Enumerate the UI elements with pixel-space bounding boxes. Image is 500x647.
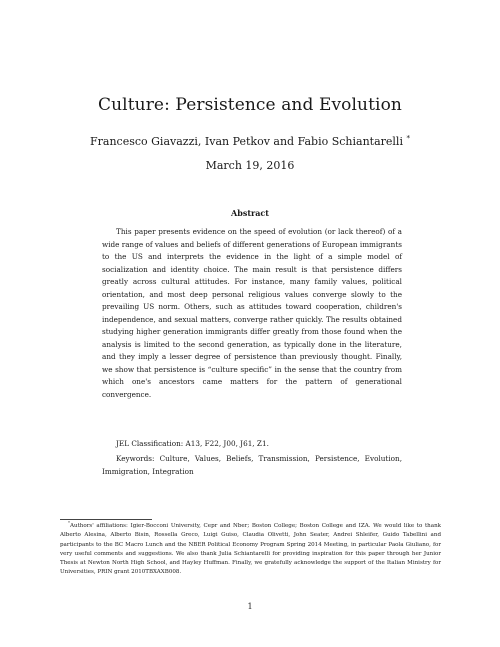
author-list	[0, 134, 500, 149]
jel-classification: JEL Classification: A13, F22, J00, J61, Z1.	[116, 439, 269, 448]
abstract-heading: Abstract	[231, 208, 269, 218]
page-number: 1	[247, 602, 253, 611]
paper-date: March 19, 2016	[205, 159, 295, 172]
author-names: Francesco Giavazzi, Ivan Petkov and Fabio Schiantarelli	[90, 135, 403, 148]
paper-title: Culture: Persistence and Evolution	[98, 95, 402, 115]
author-footnote-mark: *	[406, 134, 410, 143]
author-affiliations-footnote	[60, 522, 441, 578]
footnote-text: Authors' affiliations: Igier-Bocconi University, Cepr and Nber; Boston College; Boston College and IZA. We would like to thank Alberto Alesina, Alberto Bisin, Rossella Greco, Luigi Guiso, Claudia Olivetti, John Seater, Andrei Shleifer, Guido Tabellini and participants to the BC Macro Lunch and the NBER Political Economy Program Spring 2014 Meeting, in particular Paola Giuliano, for very useful comments and suggestions. We also thank Julia Schiantarelli for providing inspiration for this paper through her Junior Thesis at Newton North High School, and Hayley Huffman. Finally, we gratefully acknowledge the support of the Italian Ministry for Universities, PRIN grant 2010TBXAXB008.	[60, 523, 441, 576]
footnote-divider	[60, 519, 152, 520]
footnote-mark: *	[68, 520, 70, 526]
keywords: Keywords: Culture, Values, Beliefs, Transmission, Persistence, Evolution, Immigration, Integration	[102, 454, 402, 476]
abstract-text: This paper presents evidence on the speed of evolution (or lack thereof) of a wide range of values and beliefs of different generations of European immigrants to the US and interprets the evidence in the light of a simple model of socialization and identity choice. The main result is that persistence differs greatly across cultural attitudes. For instance, many family values, political orientation, and most deep personal religious values converge slowly to the prevailing US norm. Others, such as attitudes toward cooperation, children's independence, and sexual matters, converge rather quickly. The results obtained studying higher generation immigrants differ greatly from those found when the analysis is limited to the second generation, as typically done in the literature, and they imply a lesser degree of persistence than previously thought. Finally, we show that persistence is “culture specific” in the sense that the country from which one's ancestors came matters for the pattern of generational convergence.	[102, 227, 402, 399]
